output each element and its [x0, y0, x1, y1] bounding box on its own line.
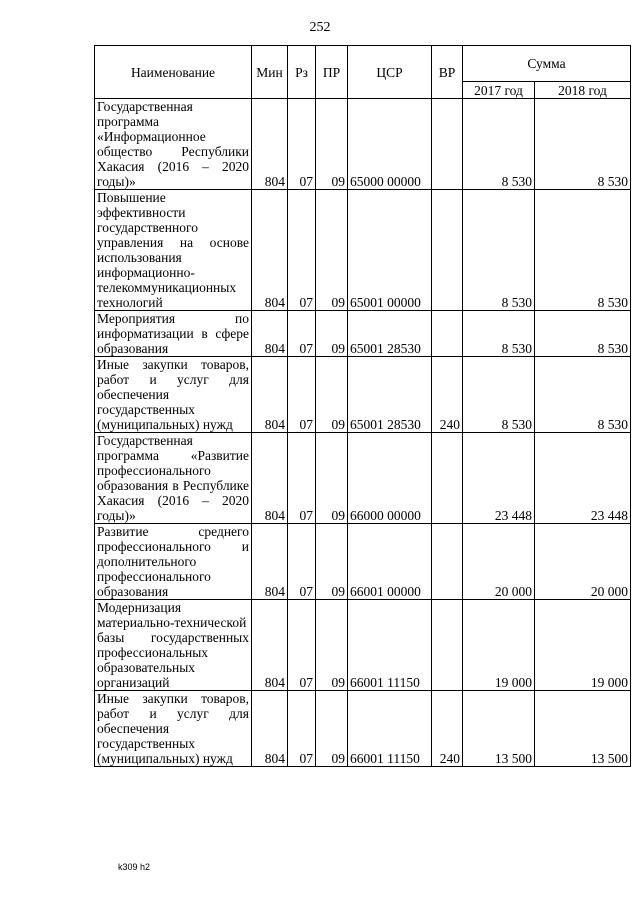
row-pr: 09	[316, 433, 348, 524]
row-sum-2018: 23 448	[535, 433, 631, 524]
header-min: Мин	[252, 46, 288, 99]
row-sum-2017: 8 530	[463, 190, 535, 311]
row-pr: 09	[316, 190, 348, 311]
row-vr	[432, 99, 463, 190]
header-name: Наименование	[95, 46, 252, 99]
table-row	[95, 99, 631, 190]
row-csr: 65000 00000	[348, 99, 432, 190]
row-sum-2017: 8 530	[463, 357, 535, 433]
row-vr	[432, 190, 463, 311]
row-name: Иные закупки товаров, работ и услуг для обеспечения государственных (муниципальных) нужд	[95, 357, 252, 433]
header-pr: ПР	[316, 46, 348, 99]
row-min: 804	[252, 524, 288, 600]
row-name: Государственная программа «Информационное общество Республики Хакасия (2016 – 2020 годы)»	[95, 99, 252, 190]
table-row	[95, 524, 631, 600]
row-sum-2017: 20 000	[463, 524, 535, 600]
row-pr: 09	[316, 357, 348, 433]
header-csr: ЦСР	[348, 46, 432, 99]
header-vr: ВР	[432, 46, 463, 99]
row-vr	[432, 311, 463, 357]
row-vr	[432, 433, 463, 524]
row-rz: 07	[288, 691, 316, 767]
row-sum-2018: 19 000	[535, 600, 631, 691]
row-csr: 66000 00000	[348, 433, 432, 524]
row-name: Повышение эффективности государственного управления на основе использования информационно-телекоммуникационных технологий	[95, 190, 252, 311]
row-min: 804	[252, 600, 288, 691]
row-name: Мероприятия по информатизации в сфере образования	[95, 311, 252, 357]
row-rz: 07	[288, 600, 316, 691]
footer-code: k309 h2	[118, 862, 151, 872]
table-row	[95, 433, 631, 524]
row-min: 804	[252, 99, 288, 190]
row-rz: 07	[288, 433, 316, 524]
row-name: Развитие среднего профессионального и дополнительного профессионального образования	[95, 524, 252, 600]
row-rz: 07	[288, 99, 316, 190]
row-pr: 09	[316, 600, 348, 691]
row-min: 804	[252, 433, 288, 524]
table-row	[95, 691, 631, 767]
row-min: 804	[252, 190, 288, 311]
row-sum-2017: 19 000	[463, 600, 535, 691]
row-sum-2017: 23 448	[463, 433, 535, 524]
row-min: 804	[252, 691, 288, 767]
row-csr: 66001 11150	[348, 691, 432, 767]
budget-table	[94, 45, 631, 767]
row-pr: 09	[316, 524, 348, 600]
table-row	[95, 311, 631, 357]
row-vr	[432, 600, 463, 691]
row-csr: 66001 00000	[348, 524, 432, 600]
row-sum-2018: 13 500	[535, 691, 631, 767]
table-row	[95, 357, 631, 433]
row-name: Государственная программа «Развитие профессионального образования в Республике Хакасия (2016 – 2020 годы)»	[95, 433, 252, 524]
row-sum-2017: 13 500	[463, 691, 535, 767]
row-rz: 07	[288, 524, 316, 600]
table-header	[95, 46, 631, 99]
row-pr: 09	[316, 691, 348, 767]
row-csr: 65001 00000	[348, 190, 432, 311]
row-pr: 09	[316, 99, 348, 190]
row-sum-2018: 8 530	[535, 99, 631, 190]
row-vr: 240	[432, 691, 463, 767]
row-sum-2018: 8 530	[535, 190, 631, 311]
table-body	[95, 99, 631, 767]
row-name: Иные закупки товаров, работ и услуг для обеспечения государственных (муниципальных) нужд	[95, 691, 252, 767]
row-min: 804	[252, 357, 288, 433]
row-sum-2018: 20 000	[535, 524, 631, 600]
row-sum-2018: 8 530	[535, 357, 631, 433]
row-pr: 09	[316, 311, 348, 357]
table-row	[95, 190, 631, 311]
row-rz: 07	[288, 357, 316, 433]
row-sum-2018: 8 530	[535, 311, 631, 357]
table-row	[95, 600, 631, 691]
row-csr: 65001 28530	[348, 311, 432, 357]
row-min: 804	[252, 311, 288, 357]
row-csr: 66001 11150	[348, 600, 432, 691]
row-vr	[432, 524, 463, 600]
page-number: 252	[309, 20, 331, 35]
header-rz: Рз	[288, 46, 316, 99]
header-sum: Сумма	[463, 46, 631, 82]
row-vr: 240	[432, 357, 463, 433]
header-year-2017: 2017 год	[463, 82, 535, 99]
row-rz: 07	[288, 190, 316, 311]
header-year-2018: 2018 год	[535, 82, 631, 99]
row-sum-2017: 8 530	[463, 311, 535, 357]
row-name: Модернизация материально-технической базы государственных профессиональных образовательных организаций	[95, 600, 252, 691]
row-csr: 65001 28530	[348, 357, 432, 433]
row-sum-2017: 8 530	[463, 99, 535, 190]
row-rz: 07	[288, 311, 316, 357]
